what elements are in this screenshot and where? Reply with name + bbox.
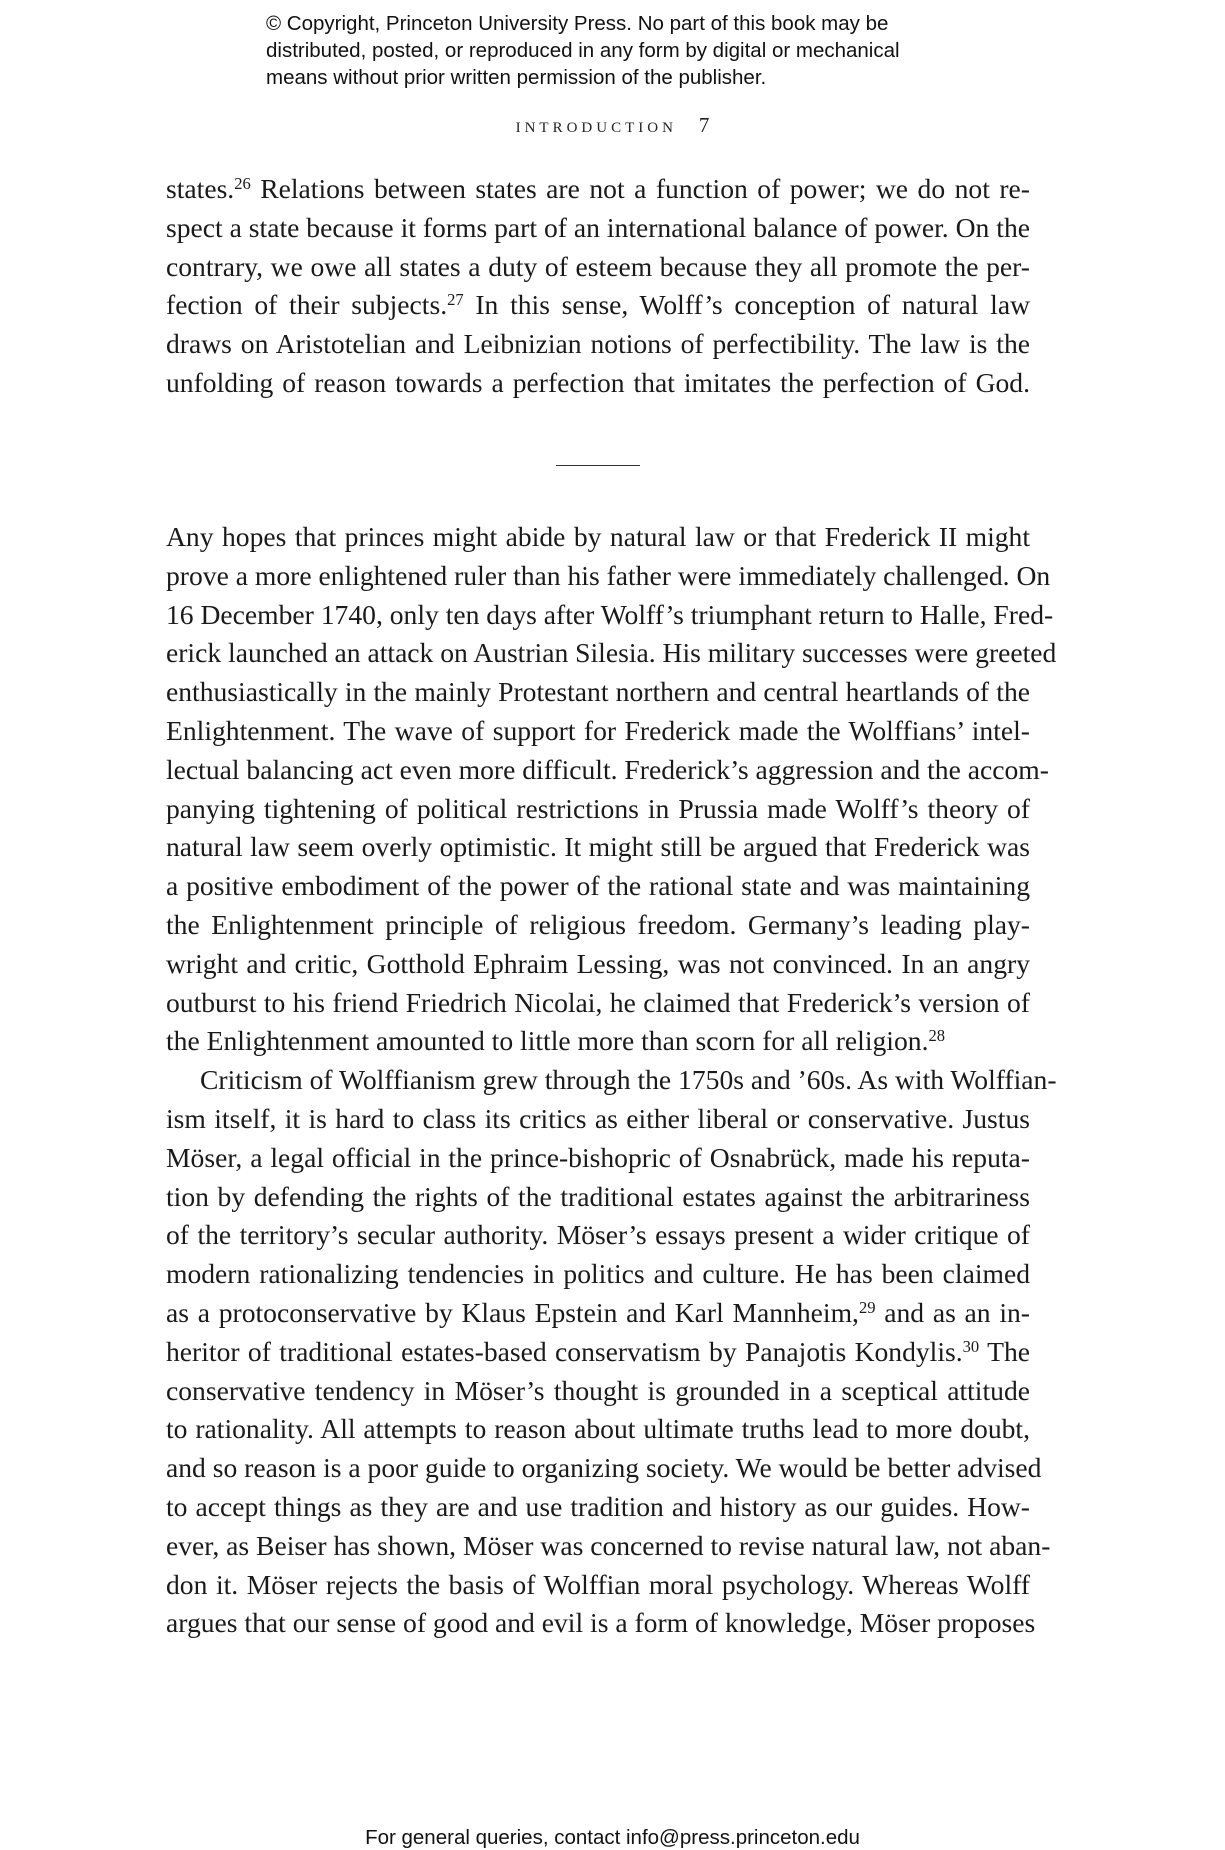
text-line: prove a more enlightened ruler than his father were immediately challenged. On <box>166 559 1051 591</box>
copyright-notice <box>266 10 1026 91</box>
text-line: outburst to his friend Friedrich Nicolai, he claimed that Frederick’s version of <box>166 986 1030 1018</box>
footnote-ref-29[interactable]: 29 <box>858 1297 876 1317</box>
text-line: to accept things as they are and use tradition and history as our guides. How- <box>166 1490 1030 1522</box>
text-line: of the territory’s secular authority. Möser’s essays present a wider critique of <box>166 1219 1030 1251</box>
copyright-line: distributed, posted, or reproduced in any form by digital or mechanical <box>266 39 900 62</box>
text-line: lectual balancing act even more difficult. Frederick’s aggression and the accom- <box>166 753 1049 785</box>
running-head <box>0 113 1225 138</box>
section-break-rule <box>556 465 640 466</box>
text-line: enthusiastically in the mainly Protestant northern and central heartlands of the <box>166 676 1030 708</box>
text-line: argues that our sense of good and evil is a form of knowledge, Möser proposes <box>166 1607 1036 1639</box>
footnote-ref-30[interactable]: 30 <box>962 1336 980 1356</box>
text-line: and so reason is a poor guide to organizing society. We would be better advised <box>166 1452 1042 1484</box>
text-line: ism itself, it is hard to class its critics as either liberal or conservative. Justus <box>166 1102 1030 1134</box>
text-line: draws on Aristotelian and Leibnizian notions of perfectibility. The law is the <box>166 328 1030 360</box>
text-line: wright and critic, Gotthold Ephraim Lessing, was not convinced. In an angry <box>166 947 1030 979</box>
paragraph-2 <box>166 518 1057 1643</box>
text-line: the Enlightenment amounted to little more than scorn for all religion.$^{28}$ <box>166 1025 946 1057</box>
page-number: 7 <box>698 113 710 137</box>
text-line: unfolding of reason towards a perfection that imitates the perfection of God. <box>166 366 1030 398</box>
text-line: Enlightenment. The wave of support for Frederick made the Wolffians’ intel- <box>166 714 1030 746</box>
text-line: tion by defending the rights of the traditional estates against the arbitrariness <box>166 1180 1030 1212</box>
text-line: panying tightening of political restrictions in Prussia made Wolff’s theory of <box>166 792 1030 824</box>
text-line: states.$^{26}$ Relations between states are not a function of power; we do not re- <box>166 173 1030 204</box>
section-title: introduction <box>515 113 677 137</box>
text-line: spect a state because it forms part of an international balance of power. On the <box>166 211 1030 243</box>
text-line: contrary, we owe all states a duty of esteem because they all promote the per- <box>166 250 1030 282</box>
text-line: erick launched an attack on Austrian Silesia. His military successes were greeted <box>166 637 1057 669</box>
text-line: as a protoconservative by Klaus Epstein and Karl Mannheim,$^{29}$ and as an in- <box>166 1296 1030 1328</box>
footnote-ref-26[interactable]: 26 <box>234 173 251 193</box>
copyright-line: means without prior written permission of the publisher. <box>266 66 767 89</box>
text-line: natural law seem overly optimistic. It might still be argued that Frederick was <box>166 831 1030 863</box>
text-line: 16 December 1740, only ten days after Wolff’s triumphant return to Halle, Fred- <box>166 598 1054 630</box>
text-line: conservative tendency in Möser’s thought is grounded in a sceptical attitude <box>166 1374 1030 1406</box>
copyright-line: © Copyright, Princeton University Press. No part of this book may be <box>266 12 889 35</box>
text-line: Any hopes that princes might abide by natural law or that Frederick II might <box>166 521 1030 552</box>
text-line: don it. Möser rejects the basis of Wolffian moral psychology. Whereas Wolff <box>166 1568 1030 1600</box>
text-line: to rationality. All attempts to reason about ultimate truths lead to more doubt, <box>166 1413 1030 1445</box>
text-line: heritor of traditional estates-based conservatism by Panajotis Kondylis.$^{30}$ The <box>166 1335 1030 1367</box>
text-line: Criticism of Wolffianism grew through the 1750s and ’60s. As with Wolffian- <box>200 1064 1057 1096</box>
footnote-ref-28[interactable]: 28 <box>928 1026 946 1046</box>
text-line: the Enlightenment principle of religious freedom. Germany’s leading play- <box>166 908 1030 940</box>
text-line: ever, as Beiser has shown, Möser was concerned to revise natural law, not aban- <box>166 1529 1051 1561</box>
paragraph-1 <box>166 170 1030 403</box>
text-line: Möser, a legal official in the prince-bishopric of Osnabrück, made his reputa- <box>166 1141 1030 1173</box>
footer-contact: For general queries, contact info@press.princeton.edu <box>365 1826 860 1849</box>
footnote-ref-27[interactable]: 27 <box>447 290 464 310</box>
text-line: modern rationalizing tendencies in politics and culture. He has been claimed <box>166 1258 1030 1290</box>
text-line: a positive embodiment of the power of the rational state and was maintaining <box>166 870 1030 902</box>
text-line: fection of their subjects.$^{27}$ In this sense, Wolff’s conception of natural law <box>166 289 1031 321</box>
